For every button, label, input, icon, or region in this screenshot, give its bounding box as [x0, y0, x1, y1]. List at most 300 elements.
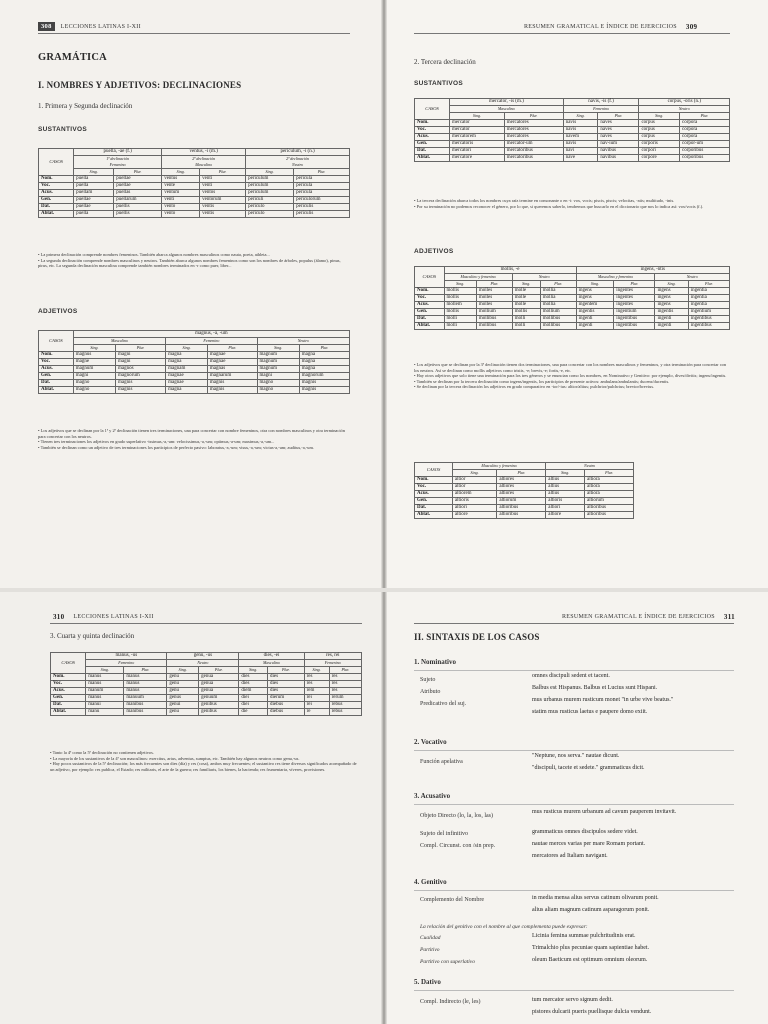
note-item: • Tanto la 4ª como la 5ª declinación no contienen adjetivos.: [50, 750, 362, 756]
table-cell: puellae: [74, 204, 114, 211]
table-row: [39, 190, 350, 197]
table-cell: res: [329, 681, 361, 688]
table-cell: corpus: [639, 134, 680, 141]
table-cell: Dat.: [415, 148, 450, 155]
table-cell: puellae: [114, 176, 162, 183]
table-cell: Neutro: [639, 106, 730, 113]
table-cell: mercatores: [504, 120, 563, 127]
table-cell: molles: [476, 295, 512, 302]
table-cell: magni: [116, 359, 166, 366]
table-cell: altiores: [497, 484, 546, 491]
table-cell: Plur.: [124, 667, 167, 674]
table-row: [51, 681, 362, 688]
example-genitivo-2: alius aliam magnum catinum asparagorum ponit.: [532, 907, 650, 913]
label-cualidad: Cualidad: [420, 935, 441, 941]
table-cell: mollia: [540, 288, 576, 295]
table-cell: mollem: [444, 302, 476, 309]
table-cell: ingentem: [576, 302, 614, 309]
notes-sustantivos-3: [414, 198, 730, 209]
table-cell: genua: [199, 674, 239, 681]
section-title: I. NOMBRES Y ADJETIVOS: DECLINACIONES: [38, 80, 242, 90]
label-predicativo: Predicativo del suj.: [420, 701, 467, 707]
table-cell: ingens, -ntis: [576, 267, 729, 274]
table-cell: mercatoris: [450, 141, 505, 148]
table-cell: molle: [512, 288, 540, 295]
running-head: [50, 612, 154, 622]
table-cell: Nom.: [415, 120, 450, 127]
table-cell: rerum: [329, 695, 361, 702]
table-row: [415, 498, 634, 505]
table-cell: altiora: [585, 491, 634, 498]
table-cell: mollibus: [540, 316, 576, 323]
example-partitivo-superlativo: oleum Baeticum est optimum omnium oleorum.: [532, 957, 648, 963]
table-cell: genu: [167, 674, 199, 681]
table-cell: manus: [86, 695, 124, 702]
table-cell: mercator: [450, 127, 505, 134]
running-head: [562, 612, 738, 622]
table-row: [415, 505, 634, 512]
table-cell: corpore: [639, 155, 680, 162]
table-cell: magnis: [207, 380, 257, 387]
table-cell: puellae: [74, 197, 114, 204]
table-row: [39, 204, 350, 211]
book-spine-fold: [381, 0, 387, 1024]
running-head-text: RESUMEN GRAMATICAL E ÍNDICE DE EJERCICIOS: [524, 24, 677, 30]
table-cell: altiore: [452, 512, 496, 519]
table-cell: genua: [199, 681, 239, 688]
table-cell: genua: [199, 688, 239, 695]
table-cell: mollis: [444, 309, 476, 316]
table-cell: manus: [86, 674, 124, 681]
table-row: [415, 141, 730, 148]
page-number: 311: [723, 613, 735, 621]
sustantivos-label: SUSTANTIVOS: [414, 80, 464, 87]
table-cell: mercator: [450, 120, 505, 127]
table-row: [415, 512, 634, 519]
label-atributo: Atributo: [420, 689, 441, 695]
table-cell: Masculino: [239, 660, 304, 667]
table-cell: Voc.: [415, 484, 453, 491]
table-cell: Masculino y femenino: [444, 274, 512, 281]
table-cell: Sing.: [167, 667, 199, 674]
table-cell: magni: [116, 352, 166, 359]
table-cell: altioribus: [585, 505, 634, 512]
table-cell: ingentes: [614, 295, 655, 302]
table-cell: ingenti: [655, 323, 688, 330]
table-cell: vento: [162, 211, 200, 218]
table-row: [415, 316, 730, 323]
table-cell: dies: [268, 674, 305, 681]
table-cell: Sing.: [655, 281, 688, 288]
table-cell: Plur.: [540, 281, 576, 288]
table-cell: manus: [124, 681, 167, 688]
running-head-text: LECCIONES LATINAS I-XII: [60, 23, 141, 30]
table-cell: Masculino: [450, 106, 564, 113]
table-cell: mollibus: [540, 323, 576, 330]
table-cell: Neutro: [512, 274, 576, 281]
table-cell: Ablat.: [415, 155, 450, 162]
table-cell: periculum: [246, 183, 294, 190]
table-cell: periculi: [246, 197, 294, 204]
genitivo-title: 4. Genitivo: [414, 878, 447, 886]
page-number: 310: [53, 613, 65, 621]
table-cell: Plur.: [476, 281, 512, 288]
table-row: [39, 359, 350, 366]
table-cell: mollia: [540, 295, 576, 302]
notes-4-5: [50, 750, 362, 772]
table-cell: periculo: [246, 211, 294, 218]
page-308: [0, 0, 384, 590]
table-cell: venti: [200, 176, 246, 183]
table-cell: genu: [167, 681, 199, 688]
table-cell: Acus.: [415, 491, 453, 498]
table-row: [39, 211, 350, 218]
table-cell: ingenti: [576, 323, 614, 330]
table-cell: ingentibus: [688, 316, 729, 323]
table-cell: Neutro: [257, 338, 349, 345]
table-row: [415, 288, 730, 295]
table-cell: CASOS: [39, 331, 74, 352]
table-cell: Dat.: [39, 380, 74, 387]
table-cell: magnum: [257, 352, 299, 359]
table-cell: mercatori: [450, 148, 505, 155]
table-cell: magno: [73, 380, 115, 387]
table-cell: magnis: [299, 380, 349, 387]
table-row: [51, 674, 362, 681]
table-cell: manus, -us: [86, 653, 167, 660]
running-head: [524, 22, 700, 32]
table-cell: altioribus: [497, 505, 546, 512]
table-cell: altioribus: [497, 512, 546, 519]
table-cell: Ablat.: [415, 512, 453, 519]
example-genitivo-1: in media mensa alius servus catinum olivarum ponit.: [532, 895, 659, 901]
table-row: [415, 309, 730, 316]
table-cell: magnorum: [116, 373, 166, 380]
table-cell: res: [329, 688, 361, 695]
table-cell: Femenino: [86, 660, 167, 667]
table-cell: mollis: [444, 288, 476, 295]
table-cell: mollis: [512, 309, 540, 316]
table-cell: magna: [299, 359, 349, 366]
table-row: [415, 148, 730, 155]
table-row: [415, 323, 730, 330]
page-311: [384, 590, 768, 1024]
table-cell: altius: [546, 484, 585, 491]
table-cell: Sing.: [444, 281, 476, 288]
table-cell: ventos: [200, 190, 246, 197]
table-cell: magno: [257, 387, 299, 394]
table-cell: manibus: [124, 709, 167, 716]
table-row: [415, 127, 730, 134]
page-310: [0, 590, 384, 1024]
table-cell: manu: [86, 709, 124, 716]
table-cell: Acus.: [39, 366, 74, 373]
table-cell: altiorum: [497, 498, 546, 505]
table-cell: Plur.: [294, 169, 350, 176]
table-cell: magnae: [207, 359, 257, 366]
table-cell: mercatoribus: [504, 155, 563, 162]
table-cell: mercatores: [504, 127, 563, 134]
table-cell: 1ª declinación Femenino: [74, 156, 162, 169]
table-cell: magnis: [116, 380, 166, 387]
table-cell: Dat.: [51, 702, 86, 709]
table-cell: altior: [452, 477, 496, 484]
note-item: • Hay otros adjetivos que solo tiene una terminación para los tres géneros y se enuncian como los nombres, en Nominativo y Genitivo: por ejemplo, dives/divitis; ingens/ingentis.: [414, 373, 730, 379]
note-item: • Hay pocos sustantivos de la 5ª declinación; los más frecuentes son dies (día) y res (cosa), ambos muy frecuentes; el sustantivo res tiene diversos significados acompañado de un adjetivo, por ejemplo: res publica, el Estado; res militaris, el arte de la guerra; res familiaris, los bienes, la hacienda; res frumentaria, víveres, provisiones.: [50, 761, 362, 772]
label-partitivo-superlativo: Partitivo con superlativo: [420, 959, 475, 965]
page-number: 309: [685, 23, 698, 31]
table-cell: re: [304, 709, 329, 716]
table-cell: diei: [239, 695, 268, 702]
table-cell: Voc.: [51, 681, 86, 688]
table-cell: navis: [563, 127, 598, 134]
table-cell: ingentes: [614, 288, 655, 295]
table-cell: ventorum: [200, 197, 246, 204]
table-cell: corpus: [639, 127, 680, 134]
table-cell: diebus: [268, 709, 305, 716]
table-row: [415, 484, 634, 491]
page-309: [384, 0, 768, 590]
table-cell: Gen.: [39, 373, 74, 380]
table-cell: genus: [167, 695, 199, 702]
table-row: [39, 366, 350, 373]
table-cell: mercatorem: [450, 134, 505, 141]
table-cell: altiores: [497, 491, 546, 498]
table-cell: Sing.: [74, 169, 114, 176]
table-number-row: [39, 169, 350, 176]
example-nominativo-1: omnes discipuli sedent et tacent.: [532, 673, 610, 679]
example-acusativo-3: nautae merces varias per mare Romam portant.: [532, 841, 646, 847]
table-cell: Dat.: [415, 316, 445, 323]
note-item: • La tercera declinación abarca todos los nombres cuya raíz termine en consonante o en -i: vox, vocis; piscis, piscis; velocitas, -atis; multitudo, -inis.: [414, 198, 730, 204]
table-header-row: [415, 463, 634, 470]
table-cell: Sing.: [86, 667, 124, 674]
table-cell: mollia: [540, 302, 576, 309]
table-cell: dies: [239, 674, 268, 681]
table-cell: die: [239, 709, 268, 716]
table-cell: naves: [598, 127, 639, 134]
table-cell: magnis: [299, 387, 349, 394]
table-row: [51, 695, 362, 702]
table-cell: puellis: [114, 204, 162, 211]
example-dativo-2: pistores dulcarii pueris puellisque dulcia vendunt.: [532, 1009, 652, 1015]
table-cell: navis: [563, 120, 598, 127]
table-cell: Plur.: [207, 345, 257, 352]
table-cell: Ablat.: [415, 323, 445, 330]
table-row: [415, 134, 730, 141]
table-cell: ventum: [162, 190, 200, 197]
table-cell: mercatores: [504, 134, 563, 141]
table-cell: Plur.: [598, 113, 639, 120]
table-cell: puella: [74, 183, 114, 190]
table-cell: magnum: [257, 359, 299, 366]
declension-table-4-5: [50, 652, 362, 716]
table-cell: navibus: [598, 155, 639, 162]
table-cell: Sing.: [450, 113, 505, 120]
table-cell: Acus.: [415, 134, 450, 141]
table-cell: Sing.: [257, 345, 299, 352]
table-cell: ingentium: [614, 309, 655, 316]
nominativo-title: 1. Nominativo: [414, 658, 456, 666]
table-cell: Sing.: [246, 169, 294, 176]
table-cell: corpus: [639, 120, 680, 127]
table-cell: ingenti: [655, 316, 688, 323]
table-cell: Sing.: [166, 345, 208, 352]
table-cell: corporibus: [679, 148, 729, 155]
table-cell: Gen.: [39, 197, 74, 204]
note-item: • Por su terminación no podemos reconocer el género, por lo que, si queremos saberlo, tendremos que buscarlo en el diccionario que nos lo indica así: vox/vocis (f.).: [414, 204, 730, 210]
table-cell: ventis: [200, 211, 246, 218]
table-cell: Masculino: [73, 338, 165, 345]
sustantivos-label: SUSTANTIVOS: [38, 126, 88, 133]
subsection-title: 1. Primera y Segunda declinación: [38, 102, 133, 110]
table-cell: Masculino y femenino: [452, 463, 545, 470]
table-cell: puellis: [114, 211, 162, 218]
table-cell: diem: [239, 688, 268, 695]
table-cell: ventus: [162, 176, 200, 183]
table-header-row: [39, 149, 350, 156]
table-cell: magnum: [257, 366, 299, 373]
table-cell: Sing.: [576, 281, 614, 288]
table-cell: dies: [268, 681, 305, 688]
example-vocativo-1: "Neptune, nos serva." nautae dicunt.: [532, 753, 620, 759]
table-cell: navem: [563, 134, 598, 141]
table-cell: genu: [167, 688, 199, 695]
example-nominativo-3: mus urbanus murem rusticum monet "in urbe vive beatus.": [532, 697, 674, 703]
table-cell: ingentia: [688, 295, 729, 302]
table-cell: Femenino: [166, 338, 257, 345]
table-cell: altius: [546, 491, 585, 498]
table-cell: Plur.: [299, 345, 349, 352]
table-cell: res: [329, 674, 361, 681]
table-row: [39, 373, 350, 380]
table-cell: altiorum: [585, 498, 634, 505]
table-cell: CASOS: [415, 463, 453, 477]
table-cell: ingens: [655, 302, 688, 309]
table-cell: corporibus: [679, 155, 729, 162]
table-cell: genui: [167, 702, 199, 709]
dativo-title: 5. Dativo: [414, 978, 441, 986]
label-sujeto: Sujeto: [420, 677, 436, 683]
table-cell: Sing.: [239, 667, 268, 674]
table-cell: molles: [476, 288, 512, 295]
table-cell: periculum: [246, 176, 294, 183]
table-cell: molle: [512, 302, 540, 309]
header-rule: [414, 623, 734, 624]
example-acusativo-4: mercatores ad Italiam navigant.: [532, 853, 608, 859]
table-cell: Plur.: [688, 281, 729, 288]
table-cell: Voc.: [415, 295, 445, 302]
table-header-row: [51, 660, 362, 667]
table-cell: Acus.: [51, 688, 86, 695]
table-cell: magna: [166, 387, 208, 394]
table-cell: Dat.: [415, 505, 453, 512]
table-cell: ingentis: [655, 309, 688, 316]
table-cell: magnae: [207, 352, 257, 359]
header-rule: [38, 33, 350, 34]
notes-adjetivos: [38, 428, 348, 450]
table-header-row: [39, 331, 350, 338]
table-cell: molli: [512, 316, 540, 323]
label-compl-indirecto: Compl. Indirecto (le, les): [420, 999, 481, 1005]
table-cell: Gen.: [415, 498, 453, 505]
table-cell: magnae: [166, 373, 208, 380]
table-cell: molli: [444, 323, 476, 330]
note-item: • Los adjetivos que se declinan por la 1ª y 2ª declinación tienen tres terminaciones, una para concertar con nombre femeninos, otra con nombres masculinos y otra terminación para concertar con los neutros.: [38, 428, 348, 439]
table-number-row: [51, 667, 362, 674]
table-cell: Nom.: [51, 674, 86, 681]
table-cell: mollibus: [476, 323, 512, 330]
table-cell: rebus: [329, 702, 361, 709]
table-cell: puella: [74, 176, 114, 183]
table-cell: puellas: [114, 190, 162, 197]
table-cell: diei: [239, 702, 268, 709]
table-cell: mercator-um: [504, 141, 563, 148]
table-cell: magnum: [73, 366, 115, 373]
page-title: GRAMÁTICA: [38, 52, 107, 63]
table-cell: Plur.: [504, 113, 563, 120]
table-cell: Sing.: [304, 667, 329, 674]
table-cell: magnos: [116, 366, 166, 373]
running-head-text: RESUMEN GRAMATICAL E ÍNDICE DE EJERCICIOS: [562, 614, 715, 620]
table-cell: Neutro: [655, 274, 730, 281]
table-cell: nav-ium: [598, 141, 639, 148]
table-cell: periculis: [294, 204, 350, 211]
table-cell: Voc.: [39, 183, 74, 190]
table-cell: ingentibus: [614, 316, 655, 323]
table-cell: Ablat.: [51, 709, 86, 716]
table-cell: ingens: [655, 288, 688, 295]
table-cell: Plur.: [679, 113, 729, 120]
label-compl-nombre: Complemento del Nombre: [420, 897, 484, 903]
header-rule: [50, 623, 362, 624]
example-cualidad: Licinia femina summae pulchritudinis erat.: [532, 933, 636, 939]
adjetivos-label: ADJETIVOS: [38, 308, 78, 315]
table-cell: naves: [598, 120, 639, 127]
table-cell: Masculino y femenino: [576, 274, 655, 281]
running-head-text: LECCIONES LATINAS I-XII: [73, 614, 154, 620]
table-cell: altiore: [546, 512, 585, 519]
table-cell: navis: [563, 141, 598, 148]
table-cell: altiorem: [452, 491, 496, 498]
table-cell: Plur.: [116, 345, 166, 352]
table-cell: Sing.: [563, 113, 598, 120]
table-cell: puella: [74, 211, 114, 218]
table-cell: puellarum: [114, 197, 162, 204]
label-partitivo: Partitivo: [420, 947, 440, 953]
table-cell: genu, -us: [167, 653, 239, 660]
table-cell: altius: [546, 477, 585, 484]
example-vocativo-2: "discipuli, tacete et sedete." grammaticus dicit.: [532, 765, 645, 771]
table-cell: Gen.: [415, 309, 445, 316]
table-cell: manuum: [124, 695, 167, 702]
table-cell: rem: [304, 688, 329, 695]
table-cell: manum: [86, 688, 124, 695]
table-cell: periculo: [246, 204, 294, 211]
table-cell: magna: [166, 359, 208, 366]
table-row: [39, 387, 350, 394]
table-cell: Acus.: [39, 190, 74, 197]
table-row: [39, 380, 350, 387]
table-cell: Gen.: [51, 695, 86, 702]
page-number: 308: [38, 22, 55, 31]
table-cell: navi: [563, 148, 598, 155]
table-cell: manibus: [124, 702, 167, 709]
note-item: • La primera declinación comprende nombres femeninos. También abarca algunos nombres masculinos como nauta, poeta, athleta...: [38, 252, 348, 258]
table-header-row: [415, 99, 730, 106]
table-row: [39, 183, 350, 190]
table-cell: molles: [476, 302, 512, 309]
